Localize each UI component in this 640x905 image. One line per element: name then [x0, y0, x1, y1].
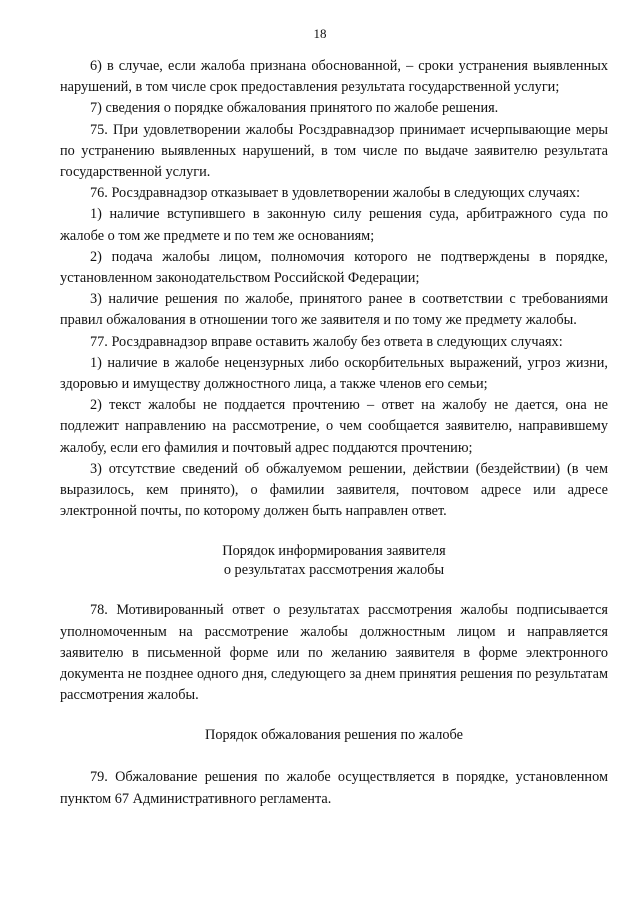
- page-number: 18: [313, 26, 327, 41]
- paragraph-76-3: 3) наличие решения по жалобе, принятого ранее в соответствии с требованиями правил обжалования в отношении того же заявителя и по тому же предмету жалобы.: [60, 291, 608, 329]
- paragraph-77-3: 3) отсутствие сведений об обжалуемом решении, действии (бездействии) (в чем выразилось, кем принято), о фамилии заявителя, почтовом адресе или адресе электронной почты, по которому должен быть направлен ответ.: [60, 460, 608, 520]
- paragraph-77-1: 1) наличие в жалобе нецензурных либо оскорбительных выражений, угроз жизни, здоровью и имуществу должностного лица, а также членов его семьи;: [60, 354, 608, 393]
- paragraph-76-2: 2) подача жалобы лицом, полномочия которого не подтверждены в порядке, установленном законодательством Российской Федерации;: [60, 248, 608, 287]
- paragraph-76-1: 1) наличие вступившего в законную силу решения суда, арбитражного суда по жалобе о том же предмете и по тем же основаниям;: [60, 206, 608, 244]
- paragraph-77: 77. Росздравнадзор вправе оставить жалобу без ответа в следующих случаях:: [90, 333, 563, 350]
- paragraph-77-2: 2) текст жалобы не поддается прочтению – ответ на жалобу не дается, она не подлежит направлению на рассмотрение, о чем сообщается заявителю, направившему жалобу, если его фамилия и почтовый адрес поддаются прочтению;: [60, 397, 608, 456]
- paragraph-76: 76. Росздравнадзор отказывает в удовлетворении жалобы в следующих случаях:: [90, 185, 581, 202]
- section-heading-appeal: Порядок обжалования решения по жалобе: [205, 727, 463, 744]
- paragraph-75: 75. При удовлетворении жалобы Росздравнадзор принимает исчерпывающие меры по устранению выявленных нарушений, в том числе по выдаче заявителю результата государственной услуги.: [60, 121, 608, 181]
- document-body: [60, 56, 608, 810]
- section-heading-informing-line2: о результатах рассмотрения жалобы: [223, 562, 445, 579]
- paragraph-7: 7) сведения о порядке обжалования принятого по жалобе решения.: [90, 100, 499, 117]
- section-heading-informing: [60, 542, 608, 580]
- paragraph-6: 6) в случае, если жалоба признана обоснованной, – сроки устранения выявленных нарушений, в том числе срок предоставления результата государственной услуги;: [60, 58, 608, 96]
- paragraph-79: 79. Обжалование решения по жалобе осуществляется в порядке, установленном пунктом 67 Административного регламента.: [60, 769, 608, 807]
- paragraph-78: 78. Мотивированный ответ о результатах рассмотрения жалобы подписывается уполномоченным на рассмотрение жалобы должностным лицом и направляется заявителю в письменной форме или по желанию заявителя в форме электронного документа не позднее одного дня, следующего за днем принятия решения по результатам рассмотрения жалобы.: [60, 602, 608, 704]
- section-heading-informing-line1: Порядок информирования заявителя: [222, 543, 446, 560]
